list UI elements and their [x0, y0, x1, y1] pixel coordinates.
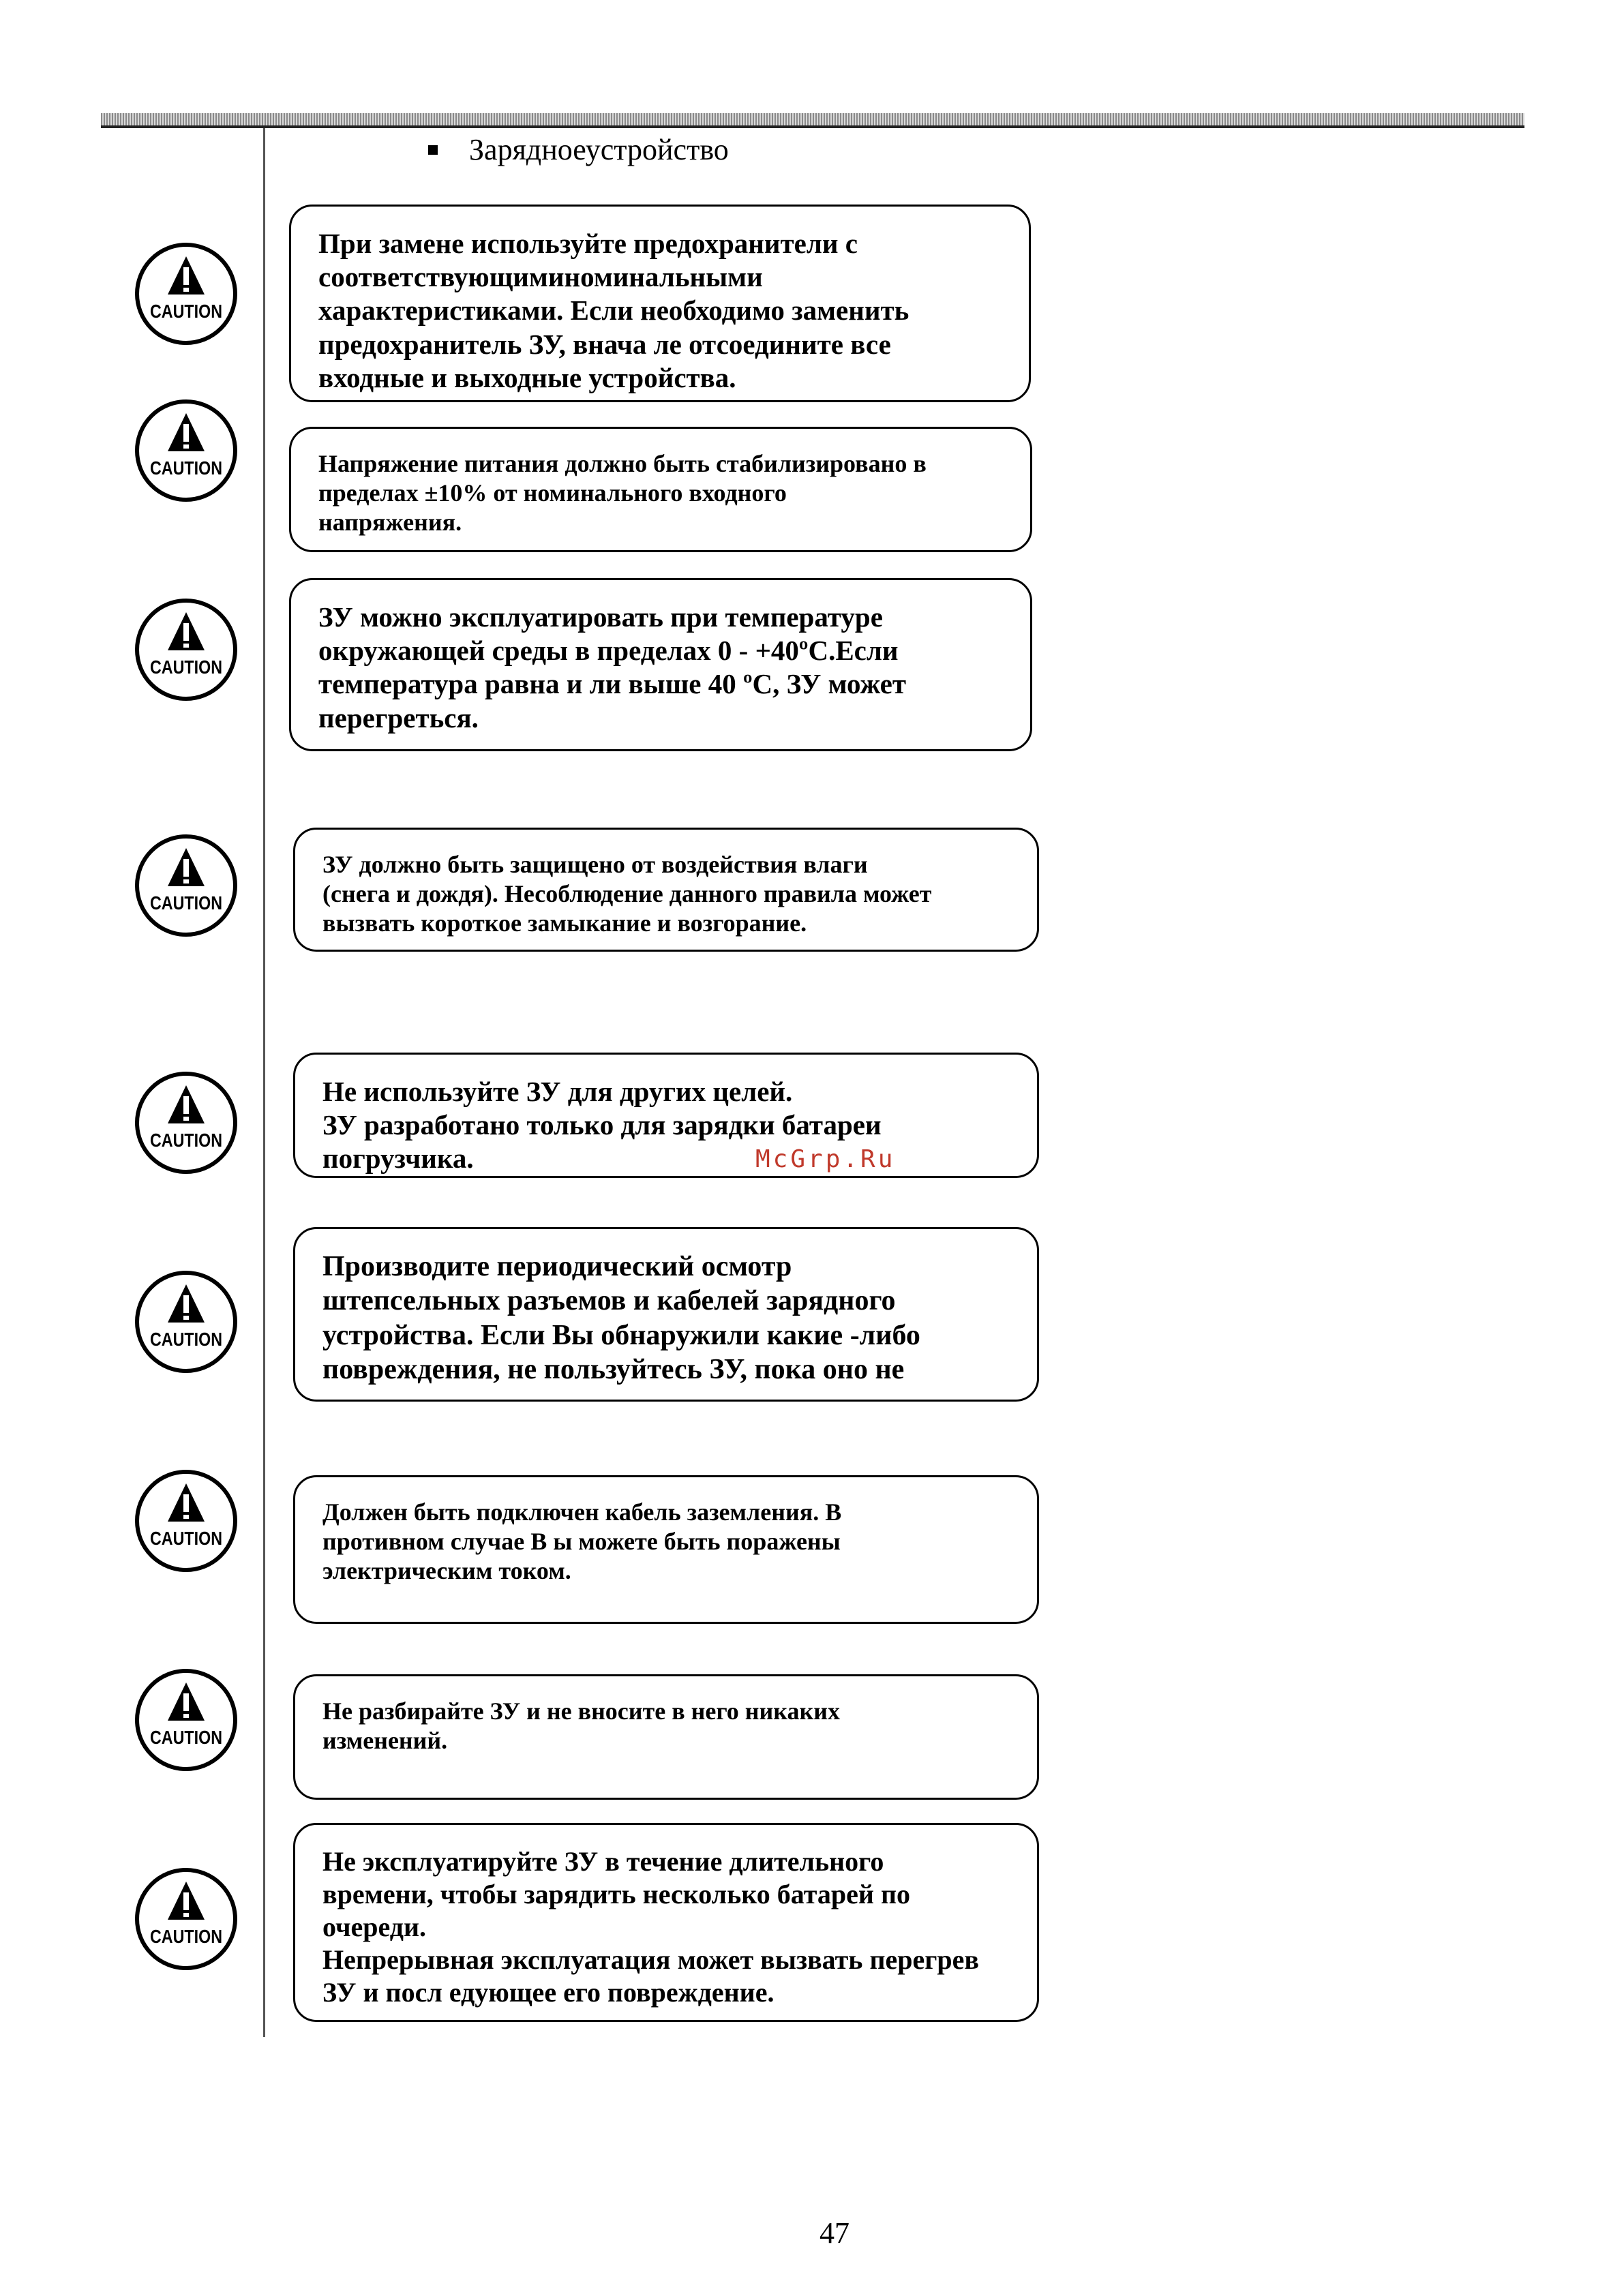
header-rule — [101, 113, 1524, 128]
caution-icon — [134, 1667, 239, 1772]
caution-note — [289, 205, 1031, 402]
caution-note-line: соответствующиминоминальными — [318, 261, 763, 293]
caution-note-line: Производите периодический осмотр — [322, 1251, 792, 1282]
caution-icon — [134, 833, 239, 938]
caution-icon — [134, 398, 239, 503]
caution-note — [293, 1227, 1039, 1402]
caution-note-line: характеристиками. Если необходимо заменить — [318, 294, 909, 327]
caution-note-line: перегреться. — [318, 701, 479, 734]
square-bullet-icon — [428, 145, 438, 155]
caution-note-line: ЗУ можно эксплуатировать при температуре — [318, 601, 883, 633]
caution-note-line: повреждения, не пользуйтесь ЗУ, пока оно не — [322, 1354, 905, 1386]
caution-note-line: погрузчика. — [322, 1143, 474, 1175]
caution-icon — [134, 1867, 239, 1972]
svg-text:CAUTION: CAUTION — [150, 1130, 222, 1151]
caution-icon — [134, 597, 239, 702]
caution-note — [293, 1475, 1039, 1624]
caution-note — [293, 1823, 1039, 2022]
caution-note — [289, 427, 1032, 552]
caution-note-line: ЗУ разработано только для зарядки батареи — [322, 1109, 882, 1141]
caution-note-line: Не эксплуатируйте ЗУ в течение длительного — [322, 1846, 884, 1877]
caution-note-line: Напряжение питания должно быть стабилизировано в — [318, 450, 927, 477]
svg-text:CAUTION: CAUTION — [150, 1926, 222, 1947]
margin-rule — [263, 128, 265, 2037]
caution-note-line: противном случае В ы можете быть поражены — [322, 1528, 841, 1556]
page-number: 47 — [819, 2216, 849, 2250]
svg-text:CAUTION: CAUTION — [150, 1329, 222, 1350]
caution-note-line: электрическим током. — [322, 1557, 571, 1585]
caution-note-line: предохранитель ЗУ, внача ле отсоедините все — [318, 328, 891, 360]
svg-text:CAUTION: CAUTION — [150, 892, 222, 913]
caution-note-line: изменений. — [322, 1727, 448, 1755]
caution-note — [293, 828, 1039, 952]
caution-note-line: пределах ±10% от номинального входного — [318, 479, 787, 507]
svg-text:CAUTION: CAUTION — [150, 1727, 222, 1748]
section-title: Зарядноеустройство — [469, 133, 729, 166]
caution-note-line: При замене используйте предохранители с — [318, 228, 858, 259]
caution-note-line: устройства. Если Вы обнаружили какие -либо — [322, 1319, 920, 1351]
svg-text:CAUTION: CAUTION — [150, 457, 222, 479]
caution-note-line: (снега и дождя). Несоблюдение данного правила может — [322, 880, 932, 908]
caution-note-line: Должен быть подключен кабель заземления. В — [322, 1498, 842, 1526]
caution-note-line: ЗУ должно быть защищено от воздействия влаги — [322, 851, 868, 878]
caution-note-line: штепсельных разъемов и кабелей зарядного — [322, 1285, 896, 1317]
caution-note-line: окружающей среды в пределах 0 - +40ºC.Если — [318, 635, 899, 667]
watermark: McGrp.Ru — [755, 1145, 896, 1173]
caution-note-line: Не разбирайте ЗУ и не вносите в него никаких — [322, 1697, 840, 1725]
caution-note-line: очереди. — [322, 1912, 427, 1942]
caution-note — [293, 1674, 1039, 1800]
caution-note — [289, 578, 1032, 751]
caution-icon — [134, 1070, 239, 1175]
caution-note-line: входные и выходные устройства. — [318, 361, 736, 393]
caution-note-line: напряжения. — [318, 509, 462, 537]
svg-text:CAUTION: CAUTION — [150, 301, 222, 322]
caution-note-line: ЗУ и посл едующее его повреждение. — [322, 1977, 775, 2008]
caution-note-line: Непрерывная эксплуатация может вызвать перегрев — [322, 1944, 980, 1975]
svg-text:CAUTION: CAUTION — [150, 1528, 222, 1549]
caution-note-line: температура равна и ли выше 40 ºC, ЗУ может — [318, 668, 907, 700]
caution-note — [293, 1053, 1039, 1178]
caution-icon — [134, 1269, 239, 1374]
section-heading — [428, 132, 729, 167]
caution-note-line: вызвать короткое замыкание и возгорание. — [322, 909, 807, 937]
svg-text:CAUTION: CAUTION — [150, 656, 222, 678]
caution-note-line: времени, чтобы зарядить несколько батарей по — [322, 1879, 910, 1909]
caution-icon — [134, 241, 239, 346]
caution-note-line: Не используйте ЗУ для других целей. — [322, 1076, 793, 1107]
caution-icon — [134, 1468, 239, 1573]
